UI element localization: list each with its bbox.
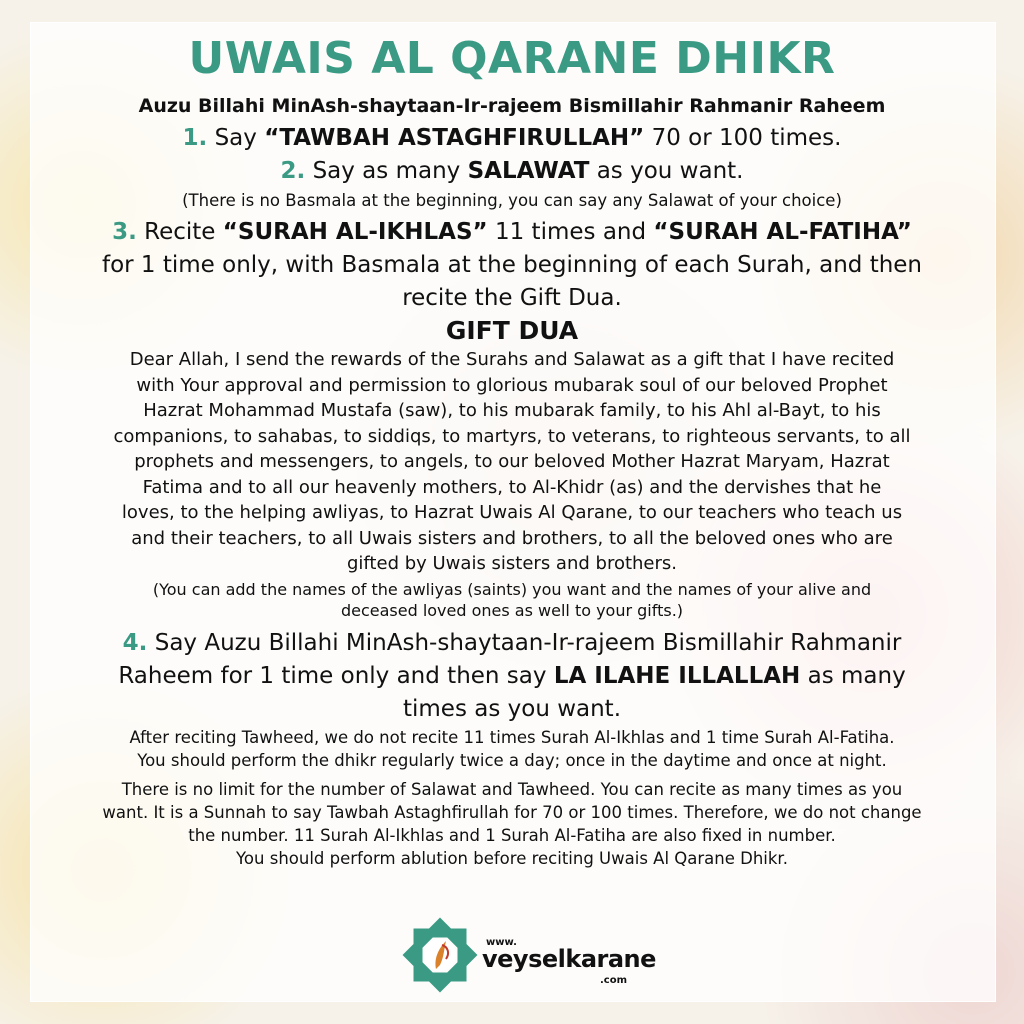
- gift-dua-line: Dear Allah, I send the rewards of the Surahs and Salawat as a gift that I have recited: [129, 349, 895, 370]
- gift-dua-line: prophets and messengers, to angels, to our beloved Mother Hazrat Maryam, Hazrat: [134, 451, 890, 472]
- after-tawheed-note: [40, 726, 984, 772]
- logo-com: .com: [600, 975, 628, 986]
- document-content: [30, 28, 994, 870]
- logo-name: veyselkarane: [482, 945, 656, 973]
- step-3-line-2: for 1 time only, with Basmala at the beginning of each Surah, and then: [101, 252, 923, 278]
- gift-dua-line: companions, to sahabas, to siddiqs, to martyrs, to veterans, to righteous servants, to all: [113, 425, 911, 447]
- step-number: 1.: [182, 125, 208, 151]
- step-text: Say as many: [312, 158, 468, 184]
- gift-dua-line: Fatima and to all our heavenly mothers, to Al-Khidr (as) and the dervishes that he: [142, 476, 882, 498]
- step-bold-text: “SURAH AL-IKHLAS”: [222, 219, 488, 245]
- step-bold-text: “SURAH AL-FATIHA”: [653, 219, 912, 245]
- gift-dua-note-line: deceased loved ones as well to your gifts.): [340, 600, 684, 620]
- step-text: Say: [214, 125, 265, 151]
- step-text: Recite: [144, 219, 223, 245]
- step-4-line-2: [30, 660, 994, 693]
- page-title: UWAIS AL QARANE DHIKR: [188, 33, 836, 84]
- step-number: 2.: [280, 158, 306, 184]
- step-text: as you want.: [589, 158, 744, 184]
- note-line: You should perform the dhikr regularly twice a day; once in the daytime and once at night.: [137, 750, 887, 770]
- gift-dua-line: and their teachers, to all Uwais sisters and brothers, to all the beloved ones who are: [131, 527, 893, 549]
- step-1: [30, 122, 994, 155]
- logo-www: www.: [486, 937, 517, 948]
- step-3: [30, 216, 994, 249]
- gift-dua-note: [90, 579, 934, 621]
- step-text: Say Auzu Billahi MinAsh-shaytaan-Ir-rajeem Bismillahir Rahmanir: [154, 629, 902, 656]
- gift-dua-heading: GIFT DUA: [445, 316, 579, 345]
- step-2: [30, 155, 994, 188]
- step-bold-text: “TAWBAH ASTAGHFIRULLAH”: [264, 125, 645, 151]
- gift-dua-line: with Your approval and permission to glorious mubarak soul of our beloved Prophet: [136, 374, 888, 396]
- site-logo: [400, 915, 660, 995]
- note-line: want. It is a Sunnah to say Tawbah Astaghfirullah for 70 or 100 times. Therefore, we do not change: [102, 802, 922, 822]
- gift-dua-line: gifted by Uwais sisters and brothers.: [346, 553, 677, 574]
- note-line: There is no limit for the number of Salawat and Tawheed. You can recite as many times as you: [121, 779, 903, 799]
- gift-dua-text: [76, 347, 948, 577]
- subtitle: Auzu Billahi MinAsh-shaytaan-Ir-rajeem Bismillahir Rahmanir Raheem: [138, 95, 886, 117]
- step-4: [30, 627, 994, 660]
- gift-dua-note-line: (You can add the names of the awliyas (saints) you want and the names of your alive and: [152, 579, 872, 599]
- step-text: Raheem for 1 time only and then say: [118, 662, 554, 689]
- gift-dua-line: loves, to the helping awliyas, to Hazrat Uwais Al Qarane, to our teachers who teach us: [121, 502, 903, 523]
- step-bold-text: LA ILAHE ILLALLAH: [553, 662, 801, 689]
- limit-note: [40, 778, 984, 870]
- step-text: 70 or 100 times.: [644, 125, 842, 151]
- note-line: the number. 11 Surah Al-Ikhlas and 1 Surah Al-Fatiha are also fixed in number.: [188, 825, 836, 845]
- step-number: 4.: [122, 629, 148, 656]
- note-line: You should perform ablution before reciting Uwais Al Qarane Dhikr.: [236, 848, 788, 868]
- star-emblem-icon: [400, 915, 480, 995]
- step-number: 3.: [112, 219, 137, 245]
- gift-dua-line: Hazrat Mohammad Mustafa (saw), to his mubarak family, to his Ahl al-Bayt, to his: [143, 400, 881, 421]
- note-line: After reciting Tawheed, we do not recite 11 times Surah Al-Ikhlas and 1 time Surah Al-Fatiha.: [129, 727, 895, 747]
- step-4-line-3: times as you want.: [402, 695, 622, 722]
- step-bold-text: SALAWAT: [467, 158, 590, 184]
- step-2-note: (There is no Basmala at the beginning, you can say any Salawat of your choice): [182, 191, 842, 210]
- step-text: 11 times and: [487, 219, 654, 245]
- step-text: as many: [800, 662, 906, 689]
- step-3-line-3: recite the Gift Dua.: [402, 285, 622, 311]
